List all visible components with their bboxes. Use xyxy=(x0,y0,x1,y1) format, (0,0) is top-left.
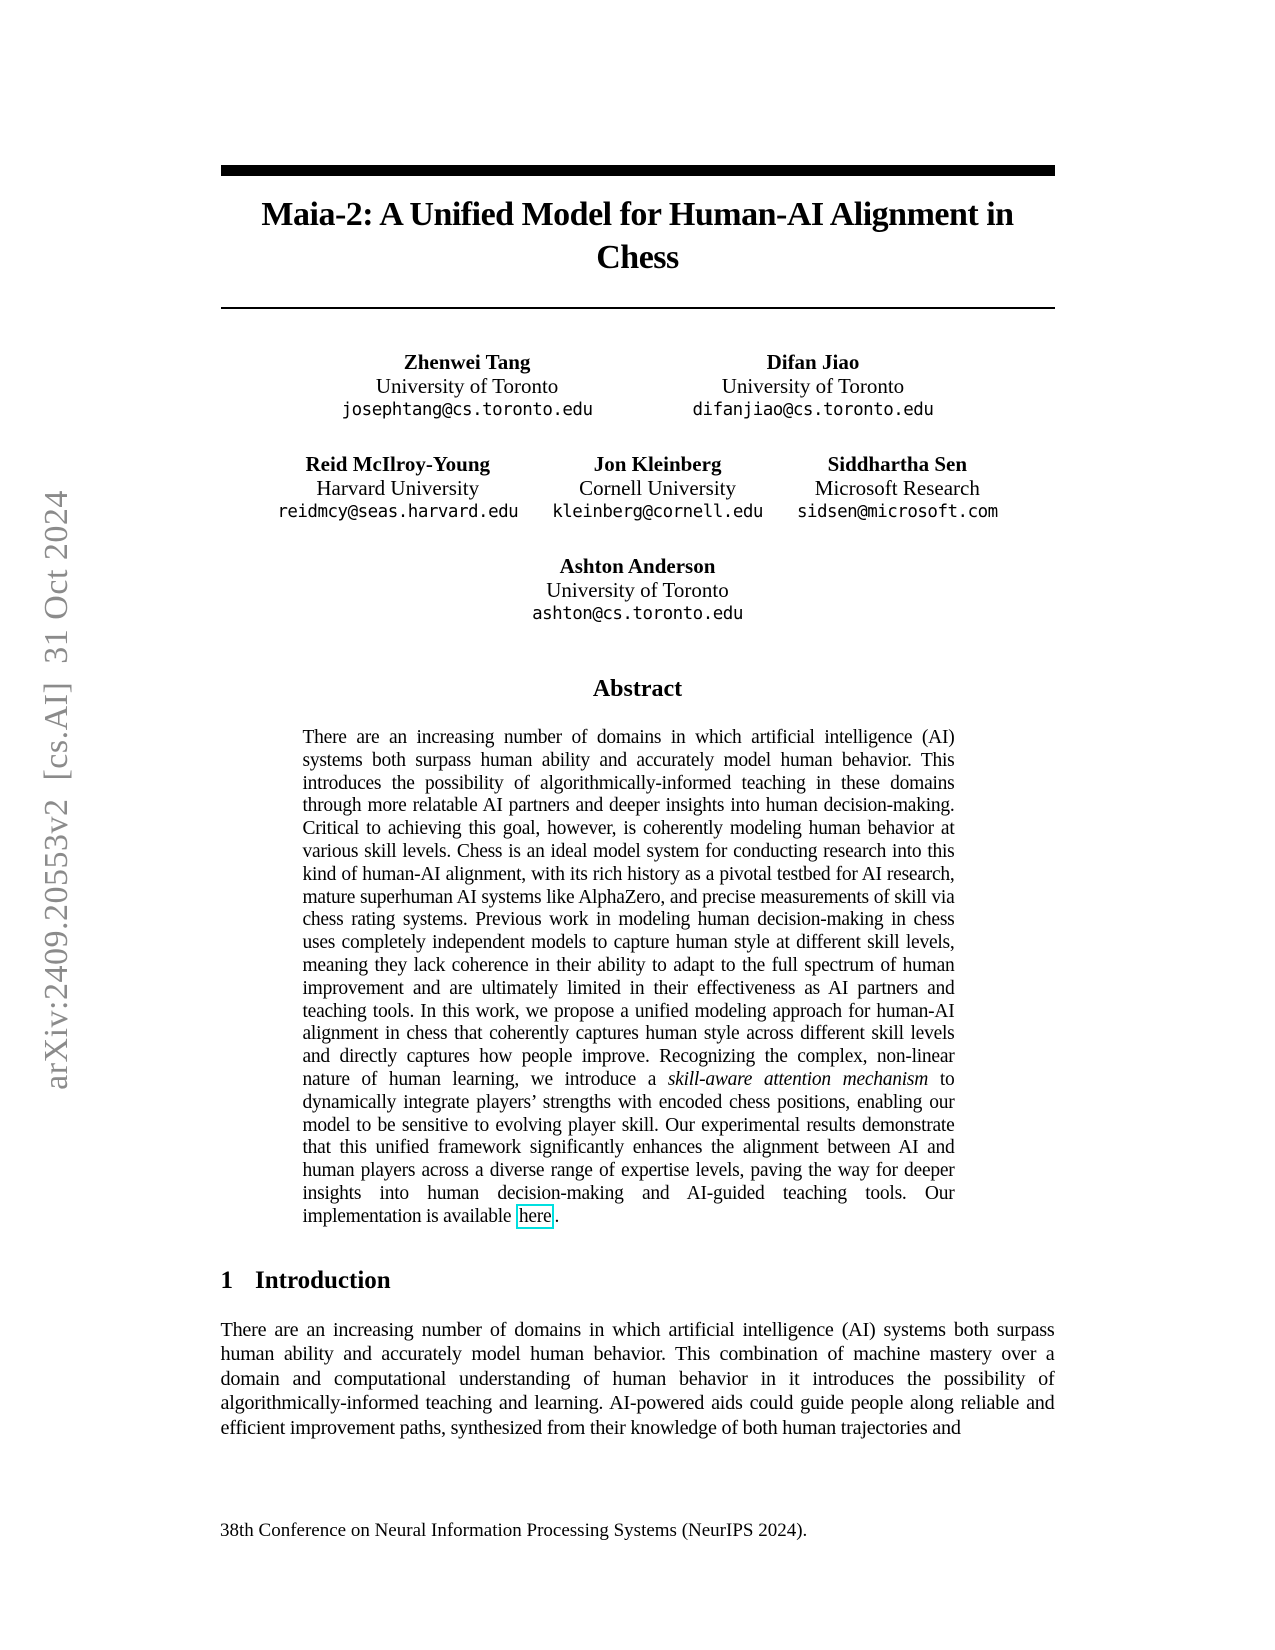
author-name: Difan Jiao xyxy=(766,350,860,374)
author-name: Ashton Anderson xyxy=(559,554,716,578)
abstract-text-before-italic: There are an increasing number of domains in which artificial intelligence (AI) systems both surpass human ability and accurately model human behavior. This introduces the possibility of algorithmically-informed teaching in these domains through more relatable AI partners and deeper insights into human decision-making. Critical to achieving this goal, however, is coherently modeling human behavior at various skill levels. Chess is an ideal model system for conducting research into this kind of human-AI alignment, with its rich history as a pivotal testbed for AI research, mature superhuman AI systems like AlphaZero, and precise measurements of skill via chess rating systems. Previous work in modeling human decision-making in chess uses completely independent models to capture human style at different skill levels, meaning they lack coherence in their ability to adapt to the full spectrum of human improvement and are ultimately limited in their effectiveness as AI partners and teaching tools. In this work, we propose a unified modeling approach for human-AI alignment in chess that coherently captures human style across different skill levels and directly captures how people improve. Recognizing the complex, non-linear nature of human learning, we introduce a xyxy=(302,727,955,1090)
authors-row-1 xyxy=(221,350,1055,422)
title-rule-bottom xyxy=(221,307,1055,309)
abstract-heading: Abstract xyxy=(592,676,683,702)
author-block xyxy=(693,350,934,422)
author-affiliation: Cornell University xyxy=(579,476,737,500)
author-affiliation: University of Toronto xyxy=(375,374,559,398)
abstract-text-after-italic: to dynamically integrate players’ strengths with encoded chess positions, enabling our model to be sensitive to evolving player skill. Our experimental results demonstrate that this unified framework significantly enhances the alignment between AI and human players across a diverse range of expertise levels, paving the way for deeper insights into human decision-making and AI-guided teaching tools. Our implementation is available xyxy=(302,1068,955,1227)
author-block xyxy=(552,452,763,524)
author-block xyxy=(532,554,743,626)
section-number: 1 xyxy=(220,1266,233,1294)
abstract-body xyxy=(303,727,955,1229)
paper-title-line1: Maia-2: A Unified Model for Human-AI Alignment in xyxy=(261,196,1014,233)
skill-aware-italic-phrase: skill-aware attention mechanism xyxy=(667,1068,929,1090)
intro-paragraph: There are an increasing number of domains in which artificial intelligence (AI) systems both surpass human ability and accurately model human behavior. This combination of machine mastery over a domain and computational understanding of human behavior in it introduces the possibility of algorithmically-informed teaching and learning. AI-powered aids could guide people along reliable and efficient improvement paths, synthesized from their knowledge of both human trajectories and xyxy=(220,1318,1055,1439)
author-name: Jon Kleinberg xyxy=(593,452,722,476)
author-email: josephtang@cs.toronto.edu xyxy=(341,400,593,420)
section-title: Introduction xyxy=(255,1266,391,1294)
author-name: Reid McIlroy-Young xyxy=(305,452,491,476)
author-email: ashton@cs.toronto.edu xyxy=(532,604,743,624)
paper-title xyxy=(221,193,1055,279)
author-email: kleinberg@cornell.edu xyxy=(552,502,763,522)
arxiv-stamp: arXiv:2409.20553v2 [cs.AI] 31 Oct 2024 xyxy=(38,490,75,1090)
author-name: Siddhartha Sen xyxy=(827,452,968,476)
author-block xyxy=(342,350,593,422)
author-email: difanjiao@cs.toronto.edu xyxy=(692,400,934,420)
author-block xyxy=(277,452,518,524)
author-affiliation: University of Toronto xyxy=(721,374,905,398)
title-rule-top xyxy=(221,165,1055,176)
author-affiliation: Microsoft Research xyxy=(814,476,980,500)
authors-row-2 xyxy=(221,452,1055,524)
author-name: Zhenwei Tang xyxy=(403,350,531,374)
author-email: sidsen@microsoft.com xyxy=(796,502,998,522)
author-block xyxy=(797,452,998,524)
author-affiliation: University of Toronto xyxy=(546,578,729,602)
paper-title-line2: Chess xyxy=(596,239,679,276)
abstract-text-end: . xyxy=(554,1205,560,1227)
implementation-here-link[interactable]: here xyxy=(516,1204,555,1229)
authors-row-3 xyxy=(221,554,1055,626)
conference-footer: 38th Conference on Neural Information Processing Systems (NeurIPS 2024). xyxy=(220,1520,808,1541)
section-1-heading xyxy=(221,1267,1055,1295)
paper-content-column xyxy=(221,165,1055,1441)
author-email: reidmcy@seas.harvard.edu xyxy=(277,502,519,522)
author-affiliation: Harvard University xyxy=(316,476,480,500)
